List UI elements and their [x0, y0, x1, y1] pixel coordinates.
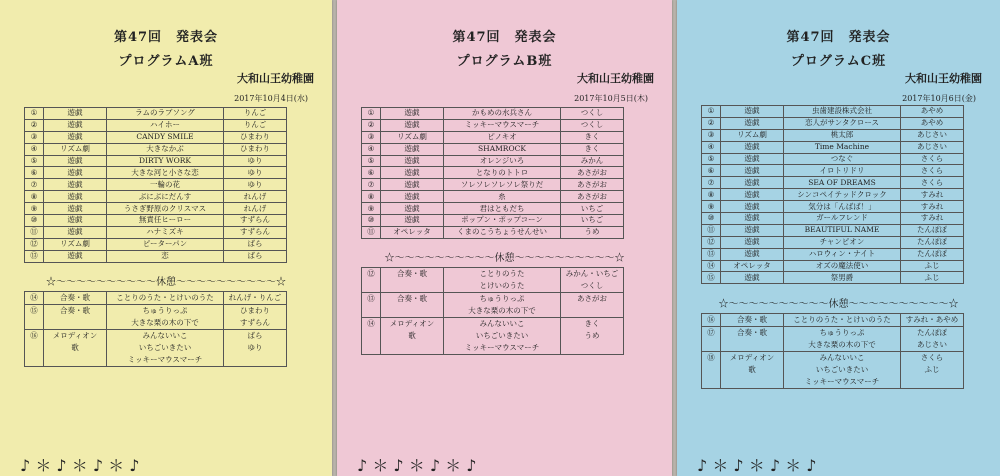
- cell-title: ミッキーマウスマーチ: [444, 119, 561, 131]
- svg-text:♪: ♪: [20, 456, 31, 475]
- cell-class: あさがお: [561, 292, 624, 317]
- cell-number: ⑬: [362, 292, 381, 317]
- cell-class: つくし: [561, 119, 624, 131]
- animal-band-illustration: [357, 453, 476, 476]
- cell-class: みかん: [561, 155, 624, 167]
- cell-title: 虫歯建設株式会社: [784, 106, 901, 118]
- cell-number: ⑱: [702, 351, 721, 388]
- svg-text:♪: ♪: [806, 456, 817, 475]
- cell-title: ことりのうた・とけいのうた: [107, 291, 224, 304]
- performance-date: 2017年10月6日(金): [902, 94, 976, 103]
- cell-category: 遊戯: [44, 179, 107, 191]
- program-sheet-a: [0, 0, 332, 476]
- cell-number: ⑭: [362, 317, 381, 354]
- program-row: [362, 267, 624, 292]
- cell-category: 合奏・歌: [721, 313, 784, 326]
- cell-class: たんぽぽ あじさい: [901, 326, 964, 351]
- program-row: [702, 177, 964, 189]
- cell-title: 無責任ヒーロー: [107, 215, 224, 227]
- cell-number: ⑬: [702, 248, 721, 260]
- cell-class: れんげ・りんご: [224, 291, 287, 304]
- cell-number: ③: [25, 131, 44, 143]
- program-row: [25, 329, 287, 366]
- cell-class: ひまわり すずらん: [224, 304, 287, 329]
- cell-title: ハナミズキ: [107, 226, 224, 238]
- program-table-part1: [361, 107, 624, 239]
- cell-class: さくら ふじ: [901, 351, 964, 388]
- svg-text:＊: ＊: [445, 456, 462, 475]
- cell-category: 遊戯: [721, 201, 784, 213]
- intermission-line: ☆～～～～～～～～～～休憩～～～～～～～～～～☆: [718, 298, 959, 310]
- cell-title: チャンピオン: [784, 236, 901, 248]
- cell-class: きく: [561, 143, 624, 155]
- cell-number: ⑦: [362, 179, 381, 191]
- svg-text:♪: ♪: [697, 456, 708, 475]
- cell-title: 恋人がサンタクロース: [784, 117, 901, 129]
- cell-category: 合奏・歌: [44, 304, 107, 329]
- cell-number: ⑮: [702, 272, 721, 284]
- cell-class: ばら: [224, 238, 287, 250]
- cell-title: SEA OF DREAMS: [784, 177, 901, 189]
- cell-title: ちゅうりっぷ 大きな栗の木の下で: [444, 292, 561, 317]
- cell-class: りんご: [224, 108, 287, 120]
- cell-title: みんないいこ いちごいきたい ミッキーマウスマーチ: [107, 329, 224, 366]
- cell-title: ことりのうた とけいのうた: [444, 267, 561, 292]
- cell-class: すみれ: [901, 213, 964, 225]
- cell-category: 遊戯: [721, 213, 784, 225]
- cell-class: あさがお: [561, 191, 624, 203]
- cell-title: Time Machine: [784, 141, 901, 153]
- cell-number: ⑦: [702, 177, 721, 189]
- program-group-title: プログラムC班: [790, 54, 887, 69]
- cell-class: みかん・いちご つくし: [561, 267, 624, 292]
- program-row: [702, 248, 964, 260]
- program-row: [25, 226, 287, 238]
- program-row: [702, 272, 964, 284]
- kindergarten-name: 大和山王幼稚園: [237, 72, 314, 85]
- cell-category: 遊戯: [44, 215, 107, 227]
- cell-number: ⑮: [25, 304, 44, 329]
- cell-category: オペレッタ: [381, 226, 444, 238]
- cell-class: りんご: [224, 119, 287, 131]
- program-row: [362, 191, 624, 203]
- cell-class: たんぽぽ: [901, 224, 964, 236]
- cell-title: ハロウィン・ナイト: [784, 248, 901, 260]
- cell-title: ちゅうりっぷ 大きな栗の木の下で: [107, 304, 224, 329]
- program-row: [702, 153, 964, 165]
- animal-band-illustration: [697, 453, 816, 476]
- cell-category: メロディオン 歌: [381, 317, 444, 354]
- cell-class: ゆり: [224, 179, 287, 191]
- intermission-line: ☆～～～～～～～～～～休憩～～～～～～～～～～☆: [384, 252, 625, 264]
- cell-category: 遊戯: [721, 248, 784, 260]
- cell-title: 桃太郎: [784, 129, 901, 141]
- program-row: [702, 213, 964, 225]
- cell-category: リズム劇: [44, 143, 107, 155]
- program-table-part2: [701, 313, 964, 389]
- cell-category: 合奏・歌: [381, 267, 444, 292]
- performance-date: 2017年10月4日(水): [234, 94, 308, 103]
- cell-class: すみれ: [901, 189, 964, 201]
- cell-number: ⑯: [702, 313, 721, 326]
- program-row: [362, 215, 624, 227]
- cell-number: ⑧: [702, 189, 721, 201]
- cell-class: つくし: [561, 108, 624, 120]
- cell-category: 遊戯: [721, 177, 784, 189]
- program-group-title: プログラムB班: [456, 54, 553, 69]
- svg-text:♪: ♪: [466, 456, 477, 475]
- program-row: [702, 106, 964, 118]
- cell-number: ⑩: [362, 215, 381, 227]
- cell-class: きく: [561, 131, 624, 143]
- program-table-part1: [24, 107, 287, 263]
- svg-text:♪: ♪: [92, 456, 104, 475]
- cell-class: さくら: [901, 165, 964, 177]
- cell-class: れんげ: [224, 191, 287, 203]
- cell-class: ひまわり: [224, 131, 287, 143]
- program-table-part1: [701, 105, 964, 284]
- program-row: [25, 108, 287, 120]
- cell-category: 遊戯: [381, 108, 444, 120]
- cell-class: あやめ: [901, 106, 964, 118]
- cell-category: 遊戯: [381, 119, 444, 131]
- cell-category: 遊戯: [44, 191, 107, 203]
- cell-title: ソレソレソレソレ祭りだ: [444, 179, 561, 191]
- program-table-part2: [24, 291, 287, 367]
- cell-number: ②: [25, 119, 44, 131]
- program-row: [25, 179, 287, 191]
- event-title: 第47回 発表会: [452, 30, 557, 45]
- svg-text:＊: ＊: [408, 456, 425, 475]
- cell-category: 合奏・歌: [44, 291, 107, 304]
- cell-class: さくら: [901, 153, 964, 165]
- cell-category: 遊戯: [381, 155, 444, 167]
- cell-number: ⑩: [25, 215, 44, 227]
- cell-number: ⑬: [25, 250, 44, 262]
- cell-category: リズム劇: [721, 129, 784, 141]
- cell-number: ④: [25, 143, 44, 155]
- svg-text:＊: ＊: [108, 456, 125, 475]
- program-sheet-c: [677, 0, 1000, 476]
- cell-class: すずらん: [224, 226, 287, 238]
- program-row: [362, 226, 624, 238]
- cell-category: 遊戯: [44, 167, 107, 179]
- cell-number: ①: [362, 108, 381, 120]
- cell-category: 遊戯: [44, 119, 107, 131]
- program-row: [25, 215, 287, 227]
- cell-class: あさがお: [561, 167, 624, 179]
- cell-class: いちご: [561, 215, 624, 227]
- program-row: [702, 313, 964, 326]
- svg-text:＊: ＊: [748, 456, 765, 475]
- svg-text:＊: ＊: [712, 456, 729, 475]
- program-row: [702, 260, 964, 272]
- cell-class: たんぽぽ: [901, 236, 964, 248]
- cell-category: 遊戯: [381, 191, 444, 203]
- program-row: [702, 351, 964, 388]
- svg-text:♪: ♪: [129, 456, 140, 475]
- cell-number: ⑪: [362, 226, 381, 238]
- program-row: [362, 167, 624, 179]
- cell-title: 一輪の花: [107, 179, 224, 191]
- cell-category: 遊戯: [721, 117, 784, 129]
- cell-category: 遊戯: [721, 236, 784, 248]
- program-row: [25, 304, 287, 329]
- program-row: [362, 179, 624, 191]
- cell-number: ⑪: [25, 226, 44, 238]
- cell-number: ④: [362, 143, 381, 155]
- cell-class: きく うめ: [561, 317, 624, 354]
- cell-category: 合奏・歌: [381, 292, 444, 317]
- program-row: [362, 317, 624, 354]
- cell-category: 遊戯: [721, 272, 784, 284]
- cell-class: すみれ・あやめ: [901, 313, 964, 326]
- cell-number: ⑦: [25, 179, 44, 191]
- cell-category: 遊戯: [721, 165, 784, 177]
- cell-class: たんぽぽ: [901, 248, 964, 260]
- cell-number: ⑰: [702, 326, 721, 351]
- cell-number: ⑯: [25, 329, 44, 366]
- cell-number: ⑭: [702, 260, 721, 272]
- kindergarten-name: 大和山王幼稚園: [577, 72, 654, 85]
- svg-text:＊: ＊: [71, 456, 88, 475]
- cell-category: メロディオン 歌: [721, 351, 784, 388]
- program-row: [25, 250, 287, 262]
- cell-title: ピノキオ: [444, 131, 561, 143]
- cell-title: かもめの水兵さん: [444, 108, 561, 120]
- cell-title: DIRTY WORK: [107, 155, 224, 167]
- cell-category: 遊戯: [721, 106, 784, 118]
- cell-title: ぶにぶにだんす: [107, 191, 224, 203]
- svg-text:＊: ＊: [372, 456, 389, 475]
- program-row: [362, 108, 624, 120]
- cell-class: すみれ: [901, 201, 964, 213]
- cell-number: ⑪: [702, 224, 721, 236]
- cell-category: リズム劇: [44, 238, 107, 250]
- cell-category: メロディオン 歌: [44, 329, 107, 366]
- cell-number: ③: [362, 131, 381, 143]
- cell-number: ⑤: [362, 155, 381, 167]
- cell-number: ⑭: [25, 291, 44, 304]
- program-row: [702, 117, 964, 129]
- cell-class: ひまわり: [224, 143, 287, 155]
- program-row: [362, 292, 624, 317]
- svg-text:♪: ♪: [733, 456, 744, 475]
- cell-title: うさぎ野原のクリスマス: [107, 203, 224, 215]
- cell-title: 気分は「んばば！」: [784, 201, 901, 213]
- cell-number: ⑥: [25, 167, 44, 179]
- cell-number: ⑫: [25, 238, 44, 250]
- svg-text:♪: ♪: [393, 456, 404, 475]
- cell-title: オズの魔法使い: [784, 260, 901, 272]
- cell-class: れんげ: [224, 203, 287, 215]
- cell-class: あじさい: [901, 129, 964, 141]
- svg-text:♪: ♪: [56, 456, 67, 475]
- cell-title: つなぐ: [784, 153, 901, 165]
- cell-title: SHAMROCK: [444, 143, 561, 155]
- cell-title: ガールフレンド: [784, 213, 901, 225]
- cell-class: ゆり: [224, 167, 287, 179]
- cell-category: 遊戯: [44, 155, 107, 167]
- cell-title: ちゅうりっぷ 大きな栗の木の下で: [784, 326, 901, 351]
- program-row: [362, 143, 624, 155]
- cell-title: BEAUTIFUL NAME: [784, 224, 901, 236]
- cell-class: すずらん: [224, 215, 287, 227]
- cell-title: 君はともだち: [444, 203, 561, 215]
- cell-number: ⑫: [362, 267, 381, 292]
- cell-title: ポップン・ポップコーン: [444, 215, 561, 227]
- cell-category: 遊戯: [44, 226, 107, 238]
- cell-title: オレンジいろ: [444, 155, 561, 167]
- svg-text:＊: ＊: [785, 456, 802, 475]
- program-row: [25, 167, 287, 179]
- cell-number: ②: [362, 119, 381, 131]
- cell-class: あじさい: [901, 141, 964, 153]
- cell-number: ⑨: [702, 201, 721, 213]
- cell-class: あさがお: [561, 179, 624, 191]
- cell-title: くまのこうちょうせんせい: [444, 226, 561, 238]
- performance-date: 2017年10月5日(木): [574, 94, 648, 103]
- cell-class: うめ: [561, 226, 624, 238]
- sheet-header: [0, 0, 332, 92]
- cell-title: みんないいこ いちごいきたい ミッキーマウスマーチ: [784, 351, 901, 388]
- cell-title: CANDY SMILE: [107, 131, 224, 143]
- cell-number: ⑩: [702, 213, 721, 225]
- cell-class: さくら: [901, 177, 964, 189]
- cell-number: ①: [25, 108, 44, 120]
- program-row: [702, 141, 964, 153]
- cell-category: 遊戯: [721, 224, 784, 236]
- cell-title: イロトリドリ: [784, 165, 901, 177]
- cell-number: ①: [702, 106, 721, 118]
- program-row: [362, 131, 624, 143]
- program-row: [25, 291, 287, 304]
- program-row: [25, 131, 287, 143]
- cell-category: 遊戯: [44, 203, 107, 215]
- program-row: [362, 119, 624, 131]
- cell-number: ⑧: [362, 191, 381, 203]
- cell-number: ⑨: [362, 203, 381, 215]
- cell-category: 遊戯: [44, 250, 107, 262]
- program-row: [25, 119, 287, 131]
- cell-title: シンコペイテッドクロック: [784, 189, 901, 201]
- cell-number: ⑨: [25, 203, 44, 215]
- cell-title: 大きな河と小さな恋: [107, 167, 224, 179]
- animal-band-illustration: [20, 453, 139, 476]
- cell-class: ふじ: [901, 260, 964, 272]
- cell-category: 遊戯: [721, 153, 784, 165]
- cell-title: 大きなかぶ: [107, 143, 224, 155]
- cell-category: 合奏・歌: [721, 326, 784, 351]
- program-row: [362, 155, 624, 167]
- cell-class: いちご: [561, 203, 624, 215]
- program-row: [702, 236, 964, 248]
- program-row: [362, 203, 624, 215]
- svg-text:＊: ＊: [35, 456, 52, 475]
- cell-number: ②: [702, 117, 721, 129]
- program-row: [702, 326, 964, 351]
- kindergarten-name: 大和山王幼稚園: [905, 72, 982, 85]
- cell-number: ⑤: [25, 155, 44, 167]
- cell-class: あやめ: [901, 117, 964, 129]
- cell-number: ⑥: [702, 165, 721, 177]
- cell-category: リズム劇: [381, 131, 444, 143]
- program-row: [702, 189, 964, 201]
- cell-number: ⑤: [702, 153, 721, 165]
- cell-category: 遊戯: [721, 189, 784, 201]
- cell-category: 遊戯: [721, 141, 784, 153]
- cell-category: 遊戯: [381, 167, 444, 179]
- event-title: 第47回 発表会: [786, 30, 891, 45]
- cell-number: ③: [702, 129, 721, 141]
- cell-category: 遊戯: [44, 131, 107, 143]
- cell-title: ことりのうた・とけいのうた: [784, 313, 901, 326]
- cell-number: ④: [702, 141, 721, 153]
- program-table-part2: [361, 267, 624, 355]
- event-title: 第47回 発表会: [113, 30, 219, 45]
- sheet-header: [337, 0, 672, 92]
- svg-text:♪: ♪: [429, 456, 441, 475]
- cell-class: ばら ゆり: [224, 329, 287, 366]
- cell-title: ハイホー: [107, 119, 224, 131]
- cell-number: ⑧: [25, 191, 44, 203]
- program-row: [25, 203, 287, 215]
- cell-title: ピーターパン: [107, 238, 224, 250]
- cell-category: 遊戯: [381, 215, 444, 227]
- program-row: [25, 238, 287, 250]
- program-row: [25, 143, 287, 155]
- cell-class: ばら: [224, 250, 287, 262]
- program-row: [702, 224, 964, 236]
- program-group-title: プログラムA班: [118, 54, 214, 69]
- intermission-line: ☆～～～～～～～～～～休憩～～～～～～～～～～☆: [46, 276, 286, 288]
- program-row: [702, 165, 964, 177]
- cell-category: 遊戯: [381, 179, 444, 191]
- cell-title: となりのトトロ: [444, 167, 561, 179]
- cell-category: オペレッタ: [721, 260, 784, 272]
- program-row: [25, 155, 287, 167]
- cell-class: ふじ: [901, 272, 964, 284]
- cell-number: ⑫: [702, 236, 721, 248]
- cell-number: ⑥: [362, 167, 381, 179]
- cell-title: みんないいこ いちごいきたい ミッキーマウスマーチ: [444, 317, 561, 354]
- program-row: [702, 201, 964, 213]
- program-row: [702, 129, 964, 141]
- svg-text:♪: ♪: [357, 456, 368, 475]
- cell-category: 遊戯: [381, 143, 444, 155]
- sheet-header: [677, 0, 1000, 92]
- cell-title: 祭男爵: [784, 272, 901, 284]
- program-sheet-b: [337, 0, 672, 476]
- program-row: [25, 191, 287, 203]
- cell-title: ラムのラブソング: [107, 108, 224, 120]
- cell-class: ゆり: [224, 155, 287, 167]
- svg-text:♪: ♪: [769, 456, 781, 475]
- cell-title: 恋: [107, 250, 224, 262]
- cell-category: 遊戯: [44, 108, 107, 120]
- cell-category: 遊戯: [381, 203, 444, 215]
- cell-title: 糸: [444, 191, 561, 203]
